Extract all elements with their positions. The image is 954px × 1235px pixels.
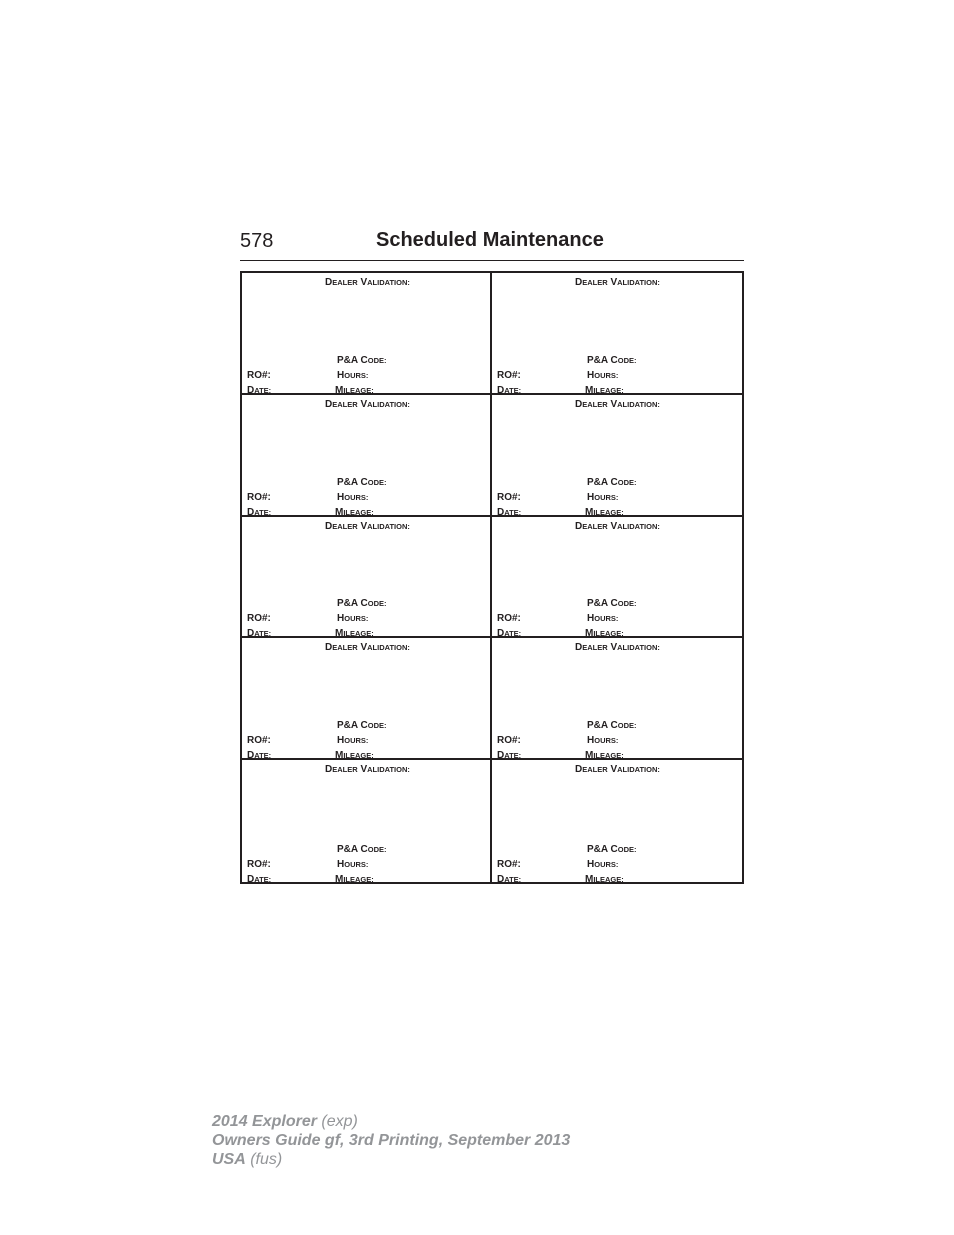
ro-number-label: RO#: bbox=[497, 369, 521, 381]
hours-label: HOURS: bbox=[587, 859, 619, 870]
date-label: DATE: bbox=[247, 874, 272, 885]
hours-label: HOURS: bbox=[587, 613, 619, 625]
maintenance-record-box bbox=[242, 638, 492, 760]
maintenance-record-box bbox=[492, 395, 742, 517]
dealer-validation-label: DEALER VALIDATION: bbox=[575, 277, 660, 288]
dealer-validation-label: DEALER VALIDATION: bbox=[575, 520, 660, 532]
dealer-validation-label: DEALER VALIDATION: bbox=[325, 520, 410, 532]
maintenance-record-box bbox=[242, 517, 492, 639]
pa-code-label: P&A CODE: bbox=[587, 354, 637, 366]
date-label: DATE: bbox=[497, 874, 522, 885]
mileage-label: MILEAGE: bbox=[335, 874, 374, 885]
pa-code-label: P&A CODE: bbox=[337, 844, 387, 855]
dealer-validation-label: DEALER VALIDATION: bbox=[575, 398, 660, 410]
hours-label: HOURS: bbox=[337, 613, 369, 625]
date-label: DATE: bbox=[497, 750, 522, 762]
hours-label: HOURS: bbox=[587, 735, 619, 747]
ro-number-label: RO#: bbox=[247, 859, 271, 870]
pa-code-label: P&A CODE: bbox=[337, 476, 387, 488]
ro-number-label: RO#: bbox=[497, 613, 521, 625]
footer-line-model: 2014 Explorer (exp) bbox=[212, 1113, 358, 1130]
pa-code-label: P&A CODE: bbox=[587, 598, 637, 610]
maintenance-record-box bbox=[492, 638, 742, 760]
dealer-validation-label: DEALER VALIDATION: bbox=[325, 398, 410, 410]
pa-code-label: P&A CODE: bbox=[587, 720, 637, 732]
date-label: DATE: bbox=[247, 506, 272, 518]
maintenance-record-box bbox=[492, 517, 742, 639]
ro-number-label: RO#: bbox=[247, 369, 271, 381]
date-label: DATE: bbox=[497, 384, 522, 396]
maintenance-record-box bbox=[492, 760, 742, 885]
pa-code-label: P&A CODE: bbox=[337, 598, 387, 610]
ro-number-label: RO#: bbox=[497, 491, 521, 503]
mileage-label: MILEAGE: bbox=[585, 628, 624, 640]
section-title: Scheduled Maintenance bbox=[376, 229, 604, 251]
mileage-label: MILEAGE: bbox=[585, 874, 624, 885]
maintenance-record-box bbox=[242, 760, 492, 885]
mileage-label: MILEAGE: bbox=[585, 506, 624, 518]
date-label: DATE: bbox=[497, 506, 522, 518]
dealer-validation-label: DEALER VALIDATION: bbox=[325, 642, 410, 654]
ro-number-label: RO#: bbox=[247, 735, 271, 747]
document-footer bbox=[212, 1112, 570, 1169]
hours-label: HOURS: bbox=[337, 369, 369, 381]
dealer-validation-label: DEALER VALIDATION: bbox=[325, 764, 410, 776]
pa-code-label: P&A CODE: bbox=[587, 844, 637, 855]
pa-code-label: P&A CODE: bbox=[337, 354, 387, 366]
hours-label: HOURS: bbox=[587, 491, 619, 503]
ro-number-label: RO#: bbox=[497, 735, 521, 747]
hours-label: HOURS: bbox=[337, 859, 369, 870]
mileage-label: MILEAGE: bbox=[335, 384, 374, 396]
maintenance-record-box bbox=[492, 273, 742, 395]
maintenance-record-box bbox=[242, 395, 492, 517]
page-number: 578 bbox=[240, 230, 274, 252]
ro-number-label: RO#: bbox=[247, 491, 271, 503]
dealer-validation-label: DEALER VALIDATION: bbox=[575, 642, 660, 654]
footer-line-printing: Owners Guide gf, 3rd Printing, September 2013 bbox=[212, 1132, 571, 1149]
page-header bbox=[240, 228, 744, 261]
footer-line-market: USA (fus) bbox=[212, 1151, 283, 1168]
maintenance-record-box bbox=[242, 273, 492, 395]
maintenance-record-grid bbox=[240, 271, 744, 884]
pa-code-label: P&A CODE: bbox=[337, 720, 387, 732]
mileage-label: MILEAGE: bbox=[335, 506, 374, 518]
hours-label: HOURS: bbox=[587, 369, 619, 381]
mileage-label: MILEAGE: bbox=[335, 750, 374, 762]
dealer-validation-label: DEALER VALIDATION: bbox=[325, 277, 410, 288]
dealer-validation-label: DEALER VALIDATION: bbox=[575, 764, 660, 776]
ro-number-label: RO#: bbox=[497, 859, 521, 870]
mileage-label: MILEAGE: bbox=[335, 628, 374, 640]
date-label: DATE: bbox=[497, 628, 522, 640]
hours-label: HOURS: bbox=[337, 491, 369, 503]
mileage-label: MILEAGE: bbox=[585, 384, 624, 396]
pa-code-label: P&A CODE: bbox=[587, 476, 637, 488]
date-label: DATE: bbox=[247, 384, 272, 396]
mileage-label: MILEAGE: bbox=[585, 750, 624, 762]
date-label: DATE: bbox=[247, 628, 272, 640]
hours-label: HOURS: bbox=[337, 735, 369, 747]
date-label: DATE: bbox=[247, 750, 272, 762]
ro-number-label: RO#: bbox=[247, 613, 271, 625]
